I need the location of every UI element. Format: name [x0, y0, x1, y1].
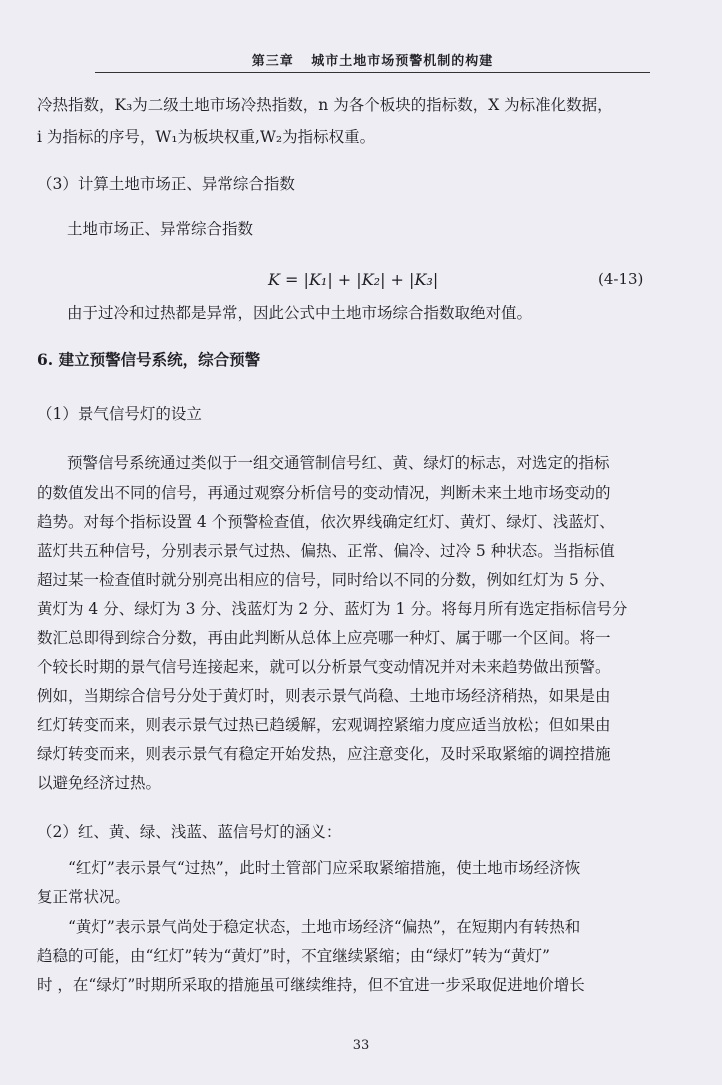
text-line: “黄灯”表示景气尚处于稳定状态，土地市场经济“偏热”，在短期内有转热和 — [68, 918, 581, 936]
equation-number: (4-13) — [598, 270, 644, 288]
header-chapter: 第三章 — [251, 54, 294, 69]
section-heading: （3）计算土地市场正、异常综合指数 — [37, 175, 295, 193]
running-header — [95, 50, 650, 69]
text-line: “红灯”表示景气“过热”，此时土管部门应采取紧缩措施，使土地市场经济恢 — [68, 859, 581, 877]
text-line: 时 ，在“绿灯”时期所采取的措施虽可继续维持，但不宜进一步采取促进地价增长 — [37, 976, 585, 994]
text-line: 个较长时期的景气信号连接起来，就可以分析景气变动情况并对未来趋势做出预警。 — [37, 658, 611, 676]
text-line: i 为指标的序号，W₁为板块权重,W₂为指标权重。 — [37, 128, 376, 146]
page-number: 33 — [352, 1038, 370, 1053]
formula-4-13: K = |K₁| + |K₂| + |K₃| — [268, 270, 439, 289]
text-line: 复正常状况。 — [37, 888, 131, 906]
text-line: 超过某一检查值时就分别亮出相应的信号，同时给以不同的分数，例如红灯为 5 分、 — [37, 571, 615, 589]
text-line: 以避免经济过热。 — [37, 774, 162, 792]
text-line: 趋势。对每个指标设置 4 个预警检查值，依次界线确定红灯、黄灯、绿灯、浅蓝灯、 — [37, 513, 615, 531]
section-heading: 6. 建立预警信号系统，综合预警 — [37, 350, 261, 369]
header-title: 城市土地市场预警机制的构建 — [311, 54, 494, 69]
text-line: 由于过冷和过热都是异常，因此公式中土地市场综合指数取绝对值。 — [67, 304, 533, 322]
text-line: 预警信号系统通过类似于一组交通管制信号红、黄、绿灯的标志，对选定的指标 — [67, 454, 610, 472]
text-line: 趋稳的可能，由“红灯”转为“黄灯”时，不宜继续紧缩；由“绿灯”转为“黄灯” — [37, 947, 550, 965]
formula-plus-2: + — [390, 270, 404, 289]
text-line: 土地市场正、异常综合指数 — [67, 220, 254, 238]
section-heading: （1）景气信号灯的设立 — [37, 405, 202, 423]
section-heading: （2）红、黄、绿、浅蓝、蓝信号灯的涵义： — [37, 823, 342, 841]
text-line: 蓝灯共五种信号，分别表示景气过热、偏热、正常、偏冷、过冷 5 种状态。当指标值 — [37, 542, 615, 560]
text-line: 绿灯转变而来，则表示景气有稳定开始发热，应注意变化，及时采取紧缩的调控措施 — [37, 745, 611, 763]
header-rule — [95, 72, 650, 73]
text-line: 黄灯为 4 分、绿灯为 3 分、浅蓝灯为 2 分、蓝灯为 1 分。将每月所有选定指标信号分 — [37, 600, 628, 618]
text-line: 红灯转变而来，则表示景气过热已趋缓解，宏观调控紧缩力度应适当放松；但如果由 — [37, 716, 611, 734]
text-line: 数汇总即得到综合分数，再由此判断从总体上应亮哪一种灯、属于哪一个区间。将一 — [37, 629, 611, 647]
text-line: 例如，当期综合信号分处于黄灯时，则表示景气尚稳、土地市场经济稍热，如果是由 — [37, 687, 611, 705]
text-line: 冷热指数，K₃为二级土地市场冷热指数，n 为各个板块的指标数，X 为标准化数据， — [37, 96, 613, 114]
text-line: 的数值发出不同的信号，再通过观察分析信号的变动情况，判断未来土地市场变动的 — [37, 484, 611, 502]
